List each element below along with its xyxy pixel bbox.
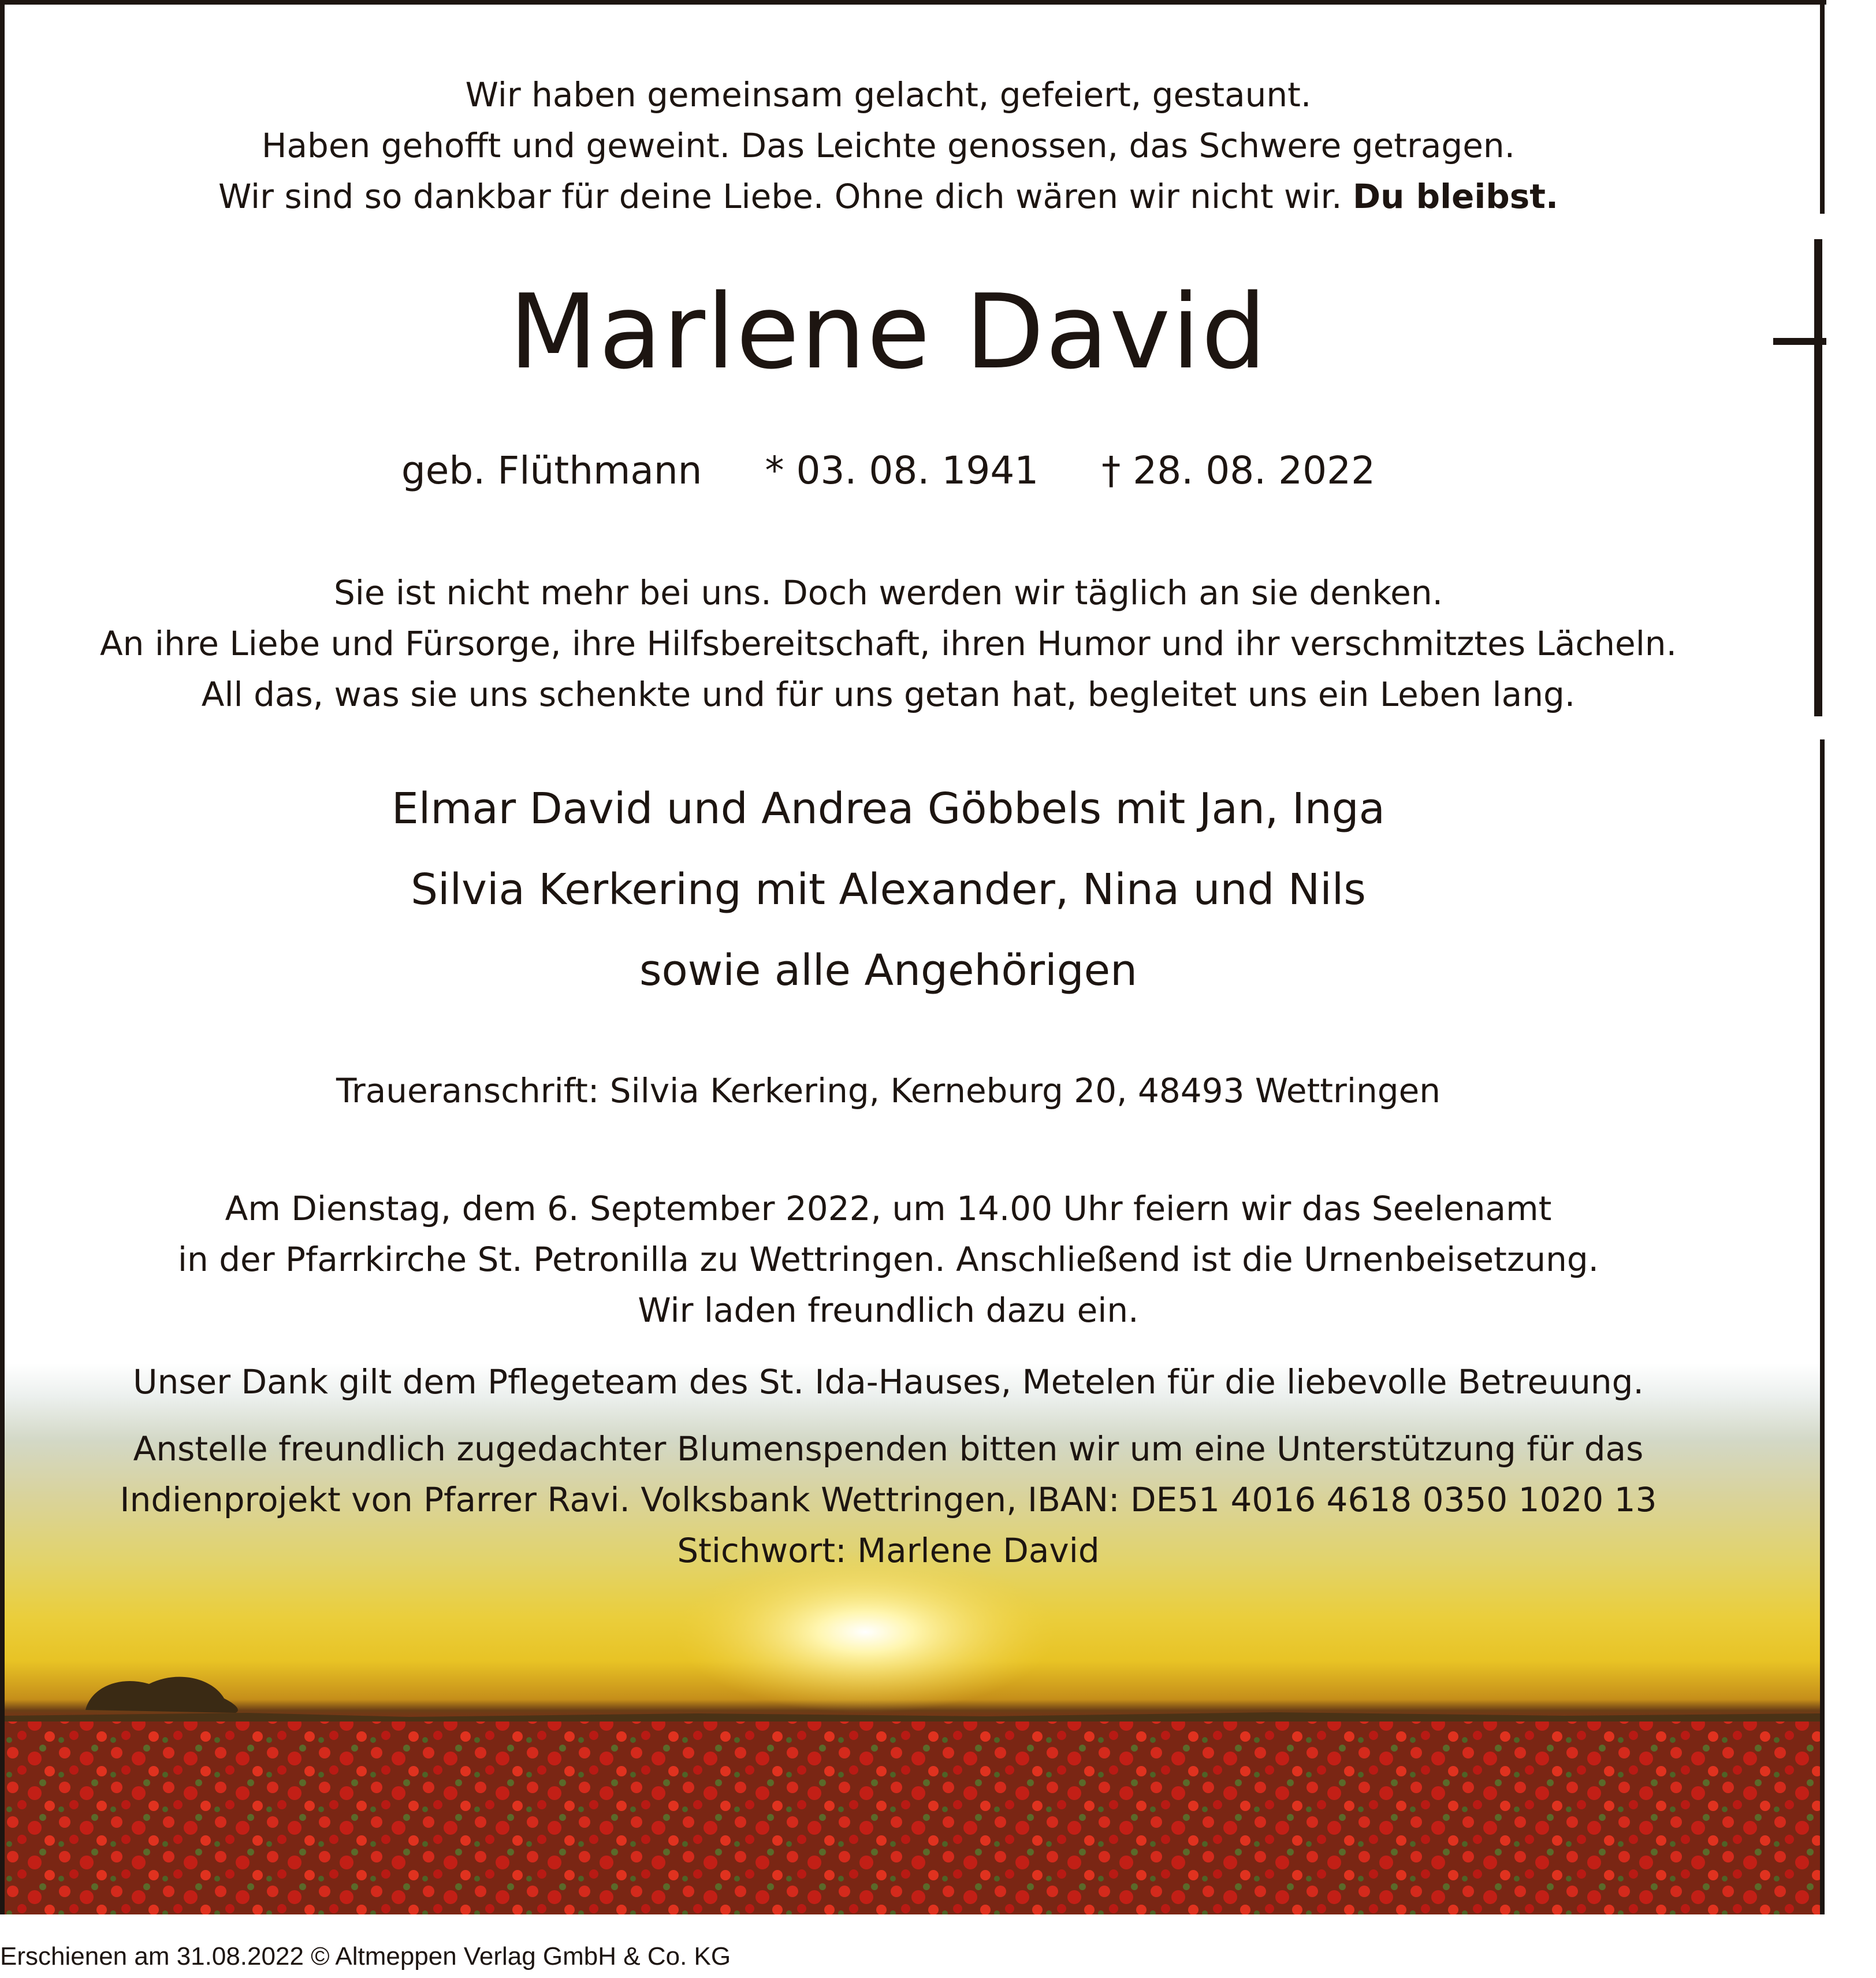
family-line: sowie alle Angehörigen xyxy=(639,946,1138,995)
tribute-text xyxy=(5,567,1772,720)
deceased-name: Marlene David xyxy=(509,272,1268,392)
mourning-address: Traueranschrift: Silvia Kerkering, Kerneburg 20, 48493 Wettringen xyxy=(336,1071,1441,1110)
donation-line: Indienprojekt von Pfarrer Ravi. Volksbank Wettringen, IBAN: DE51 4016 4618 0350 1020 13 xyxy=(120,1480,1657,1519)
motto-verse xyxy=(5,69,1772,222)
cross-icon-vertical xyxy=(1814,239,1822,716)
tree-silhouette xyxy=(85,1677,238,1713)
poppy-field xyxy=(5,1722,1820,1914)
publication-footer: Erschienen am 31.08.2022 © Altmeppen Verlag GmbH & Co. KG xyxy=(0,1942,731,1970)
motto-line xyxy=(5,171,1772,222)
tribute-line: Sie ist nicht mehr bei uns. Doch werden wir täglich an sie denken. xyxy=(333,573,1443,612)
tribute-line: An ihre Liebe und Fürsorge, ihre Hilfsbereitschaft, ihren Humor und ihr verschmitztes Lächeln. xyxy=(99,624,1677,663)
service-announcement xyxy=(5,1183,1772,1336)
donation-request xyxy=(5,1423,1772,1576)
family-line: Silvia Kerkering mit Alexander, Nina und Nils xyxy=(411,865,1366,914)
frame-top-border xyxy=(0,0,1826,5)
frame-left-border xyxy=(0,0,5,1914)
donation-line: Anstelle freundlich zugedachter Blumenspenden bitten wir um eine Unterstützung für das xyxy=(133,1429,1644,1468)
motto-emphasis: Du bleibst. xyxy=(1352,177,1558,216)
motto-line: Haben gehofft und geweint. Das Leichte genossen, das Schwere getragen. xyxy=(261,126,1516,165)
tribute-line: All das, was sie uns schenkte und für uns getan hat, begleitet uns ein Leben lang. xyxy=(201,675,1576,714)
cross-icon-horizontal xyxy=(1773,338,1826,345)
motto-line: Wir haben gemeinsam gelacht, gefeiert, gestaunt. xyxy=(465,75,1312,114)
life-dates xyxy=(5,446,1772,496)
thanks-note: Unser Dank gilt dem Pflegeteam des St. Ida-Hauses, Metelen für die liebevolle Betreuung. xyxy=(133,1362,1644,1401)
birth-date: * 03. 08. 1941 xyxy=(765,448,1039,493)
service-line: Am Dienstag, dem 6. September 2022, um 14.00 Uhr feiern wir das Seelenamt xyxy=(225,1189,1552,1228)
service-line: in der Pfarrkirche St. Petronilla zu Wettringen. Anschließend ist die Urnenbeisetzung. xyxy=(177,1240,1599,1279)
motto-line-text: Wir sind so dankbar für deine Liebe. Ohne dich wären wir nicht wir. xyxy=(218,177,1353,216)
maiden-name: geb. Flüthmann xyxy=(401,448,702,493)
frame-right-border-lower xyxy=(1820,739,1825,1914)
death-date: † 28. 08. 2022 xyxy=(1101,448,1376,493)
donation-line: Stichwort: Marlene David xyxy=(677,1531,1100,1570)
frame-right-border-upper xyxy=(1820,0,1825,214)
family-signatures xyxy=(5,768,1772,1011)
family-line: Elmar David und Andrea Göbbels mit Jan, Inga xyxy=(392,784,1385,834)
service-line: Wir laden freundlich dazu ein. xyxy=(638,1291,1139,1330)
